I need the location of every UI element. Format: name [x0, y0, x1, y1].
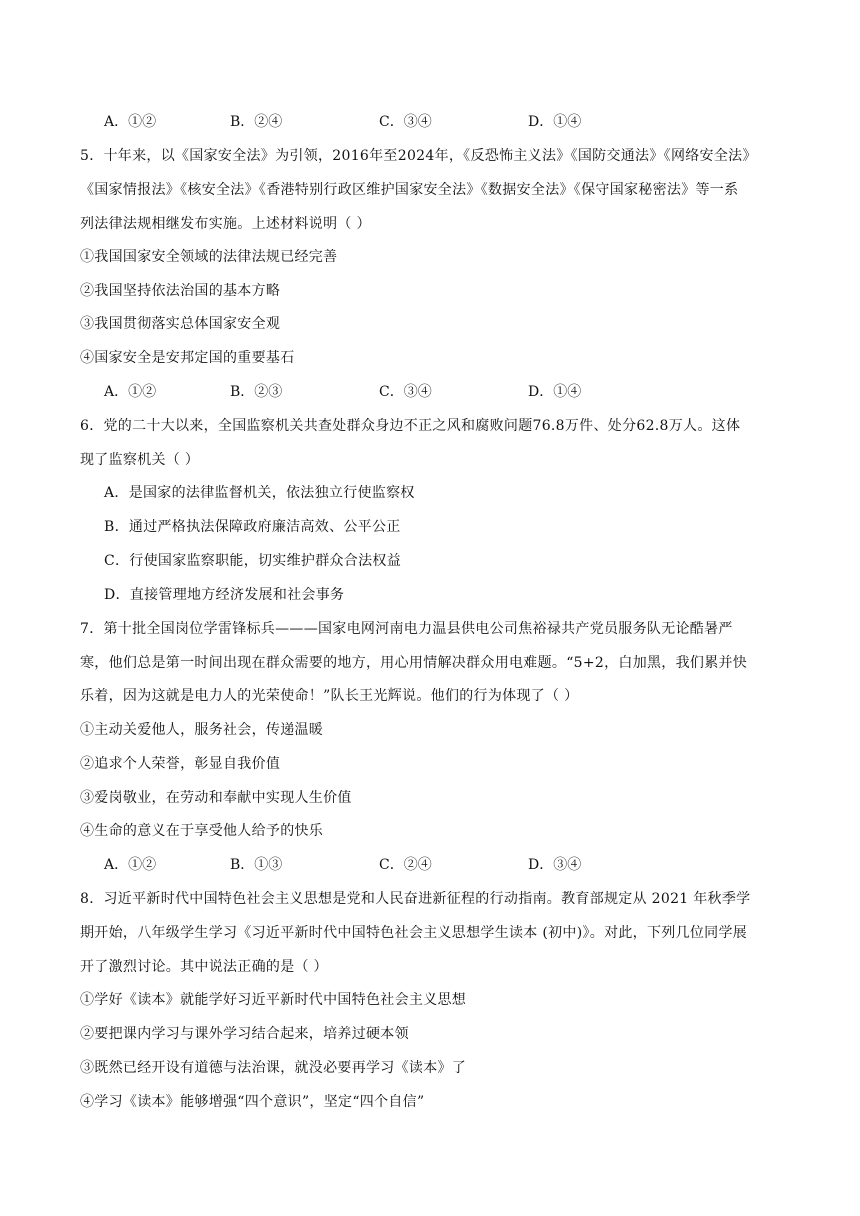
q4-option-c: C．③④: [379, 114, 432, 130]
q7-stem-line-3: 乐着，因为这就是电力人的光荣使命！”队长王光辉说。他们的行为体现了（ ）: [80, 688, 579, 704]
q7-statement-4: ④生命的意义在于享受他人给予的快乐: [80, 823, 324, 839]
q7-stem-line-1: 7．第十批全国岗位学雷锋标兵———国家电网河南电力温县供电公司焦裕禄共产党员服务队无论酷暑严: [80, 621, 733, 637]
q4-option-d: D．①④: [528, 114, 582, 130]
q4-option-b: B．②④: [230, 114, 283, 130]
q6-option-b: B．通过严格执法保障政府廉洁高效、公平公正: [104, 519, 401, 535]
q5-statement-3: ③我国贯彻落实总体国家安全观: [80, 316, 281, 332]
q6-option-a: A．是国家的法律监督机关，依法独立行使监察权: [104, 485, 415, 501]
q8-stem-line-2: 期开始，八年级学生学习《习近平新时代中国特色社会主义思想学生读本 (初中)》。对此，下列几位同学展: [80, 925, 748, 941]
q5-statement-2: ②我国坚持依法治国的基本方略: [80, 283, 281, 299]
q8-statement-3: ③既然已经开设有道德与法治课，就没必要再学习《读本》了: [80, 1060, 467, 1076]
q5-statement-1: ①我国国家安全领域的法律法规已经完善: [80, 249, 338, 265]
q5-stem-line-3: 列法律法规相继发布实施。上述材料说明（ ）: [80, 216, 371, 232]
q6-option-c: C．行使国家监察职能，切实维护群众合法权益: [104, 553, 402, 569]
q7-option-b: B．①③: [230, 857, 283, 873]
q7-option-c: C．②④: [379, 857, 432, 873]
q6-stem-line-2: 现了监察机关（ ）: [80, 452, 200, 468]
q7-option-a: A．①②: [104, 857, 157, 873]
q7-statement-1: ①主动关爱他人，服务社会，传递温暖: [80, 722, 324, 738]
q5-option-a: A．①②: [104, 384, 157, 400]
q4-options: [104, 112, 784, 132]
q8-statement-4: ④学习《读本》能够增强“四个意识”，坚定“四个自信”: [80, 1094, 425, 1110]
q7-stem-line-2: 寒，他们总是第一时间出现在群众需要的地方，用心用情解决群众用电难题。“5+2，白加黑，我们累并快: [80, 655, 748, 671]
q5-statement-4: ④国家安全是安邦定国的重要基石: [80, 350, 295, 366]
q5-option-d: D．①④: [528, 384, 582, 400]
q8-stem-line-3: 开了激烈讨论。其中说法正确的是（ ）: [80, 959, 328, 975]
q5-option-c: C．③④: [379, 384, 432, 400]
q7-statement-3: ③爱岗敬业，在劳动和奉献中实现人生价值: [80, 790, 352, 806]
q6-option-d: D．直接管理地方经济发展和社会事务: [104, 587, 345, 603]
q5-stem-line-1: 5．十年来，以《国家安全法》为引领，2016年至2024年，《反恐怖主义法》《国防交通法》《网络安全法》: [80, 148, 757, 164]
q5-options: [104, 382, 784, 402]
q8-statement-2: ②要把课内学习与课外学习结合起来，培养过硬本领: [80, 1026, 409, 1042]
q7-options: [104, 855, 784, 875]
q5-stem-line-2: 《国家情报法》《核安全法》《香港特别行政区维护国家安全法》《数据安全法》《保守国家秘密法》等一系: [80, 182, 739, 198]
q6-stem-line-1: 6．党的二十大以来，全国监察机关共查处群众身边不正之风和腐败问题76.8万件、处分62.8万人。这体: [80, 418, 741, 434]
q5-option-b: B．②③: [230, 384, 283, 400]
q8-stem-line-1: 8．习近平新时代中国特色社会主义思想是党和人民奋进新征程的行动指南。教育部规定从 2021 年秋季学: [80, 891, 751, 907]
q7-option-d: D．③④: [528, 857, 582, 873]
q7-statement-2: ②追求个人荣誉，彰显自我价值: [80, 756, 281, 772]
q4-option-a: A．①②: [104, 114, 157, 130]
q8-statement-1: ①学好《读本》就能学好习近平新时代中国特色社会主义思想: [80, 992, 467, 1008]
